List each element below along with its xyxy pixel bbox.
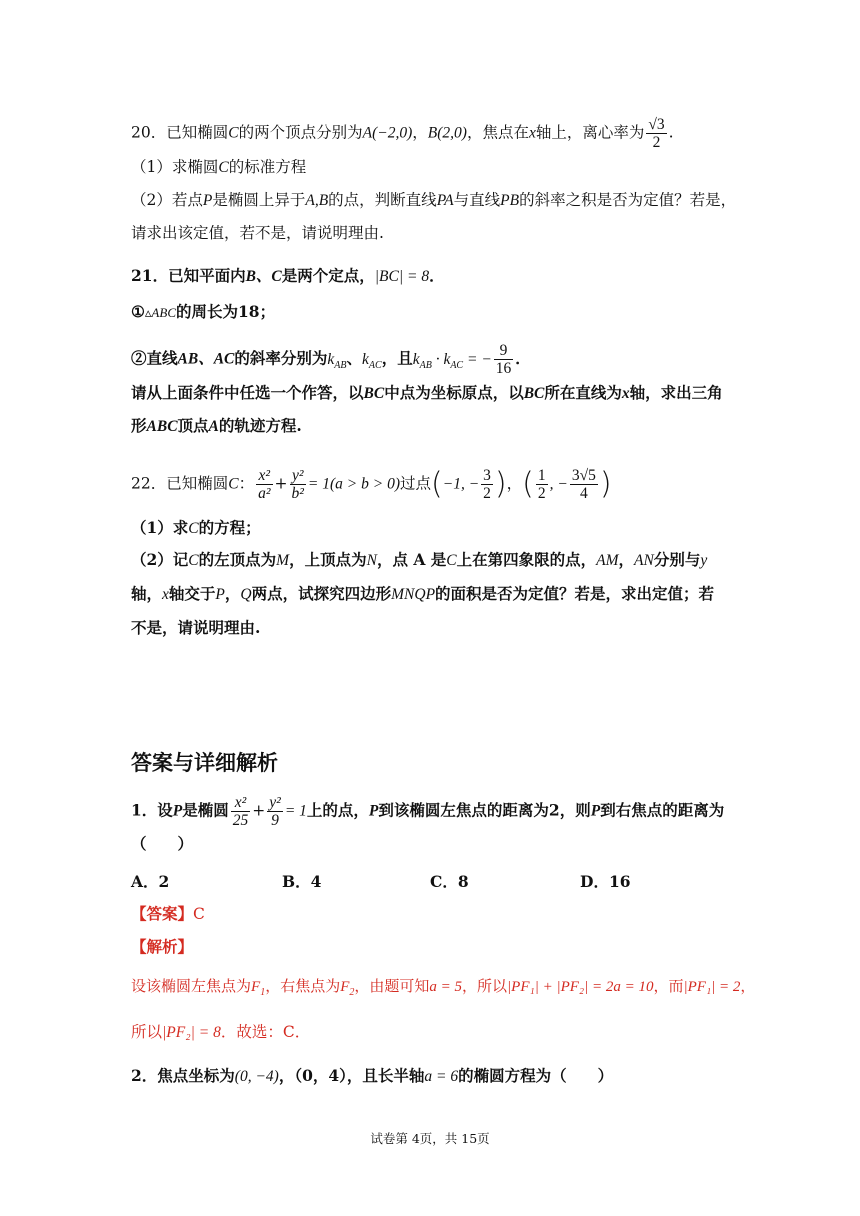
a1-analysis-line1: 设该椭圆左焦点为$F_1$，右焦点为$F_2$，由题可知a = 5，所以|PF₁| + |PF₂| = 2a = 10，而|PF₁| = 2， [131, 977, 756, 998]
q20-stem: 20．已知椭圆C的两个顶点分别为A(−2,0)，B(2,0)，焦点在x轴上，离心率为 $\frac{√3}{2}$ . [131, 116, 674, 151]
a1-analysis-tag: 【解析】 [131, 937, 194, 956]
a1-option-b: B．4 [282, 872, 322, 891]
q21-stem: 21．已知平面内B、C是两个定点，|BC| = 8． [131, 266, 445, 285]
q22-part1: （1）求C的方程； [131, 518, 261, 537]
a1-stem: 1．设P是椭圆 $\frac{\text{x²}}{25}$ + $\frac{\text{y²}}{9}$ = 1上的点，P到该椭圆左焦点的距离为2，则P到右焦点的距离为 [131, 794, 725, 829]
q21-instruction: 请从上面条件中任选一个作答，以BC中点为坐标原点，以BC所在直线为x轴，求出三角 [131, 383, 723, 402]
q20-part2: （2）若点P是椭圆上异于A,B的点，判断直线PA与直线PB的斜率之积是否为定值？若是， [131, 191, 737, 209]
q22-part2-cont: 轴，x轴交于P，Q两点，试探究四边形MNQP的面积是否为定值？若是，求出定值；若 [131, 584, 715, 603]
q21-option1: ①▵ABC的周长为18； [131, 302, 276, 321]
q21-instruction-cont: 形ABC顶点A的轨迹方程. [131, 416, 302, 435]
q22-part2-end: 不是，请说明理由. [131, 618, 261, 637]
q21-option2: ②直线AB、AC的斜率分别为$k_{AB}$、$k_{AC}$，且$k_{AB} \cdot k_{AC}$ = − $\frac{9}{16}$ ． [131, 342, 531, 377]
q21-fraction: $\frac{9}{16}$ [495, 342, 512, 377]
eccentricity-fraction: $\frac{√3}{2}$ [648, 116, 665, 151]
a2-stem: 2．焦点坐标为(0, −4)，（0，4），且长半轴a = 6的椭圆方程为（ ） [131, 1066, 614, 1085]
q22-stem: 22．已知椭圆C： $\frac{\text{x²}}{\text{a²}}$ + $\frac{\text{y²}}{\text{b²}}$ = 1(a > b > 0)过点(−1, − $\frac{3}{2}$ )，( $\frac{1}{2}$ , − $\frac{3√5}{4}$ ) [131, 466, 612, 502]
a1-option-c: C．8 [430, 872, 469, 891]
a1-option-a: A．2 [131, 872, 170, 891]
a1-analysis-line2: 所以|PF₂| = 8．故选：C． [131, 1023, 311, 1041]
a1-paren: （ ） [131, 834, 194, 853]
a1-option-d: D．16 [580, 872, 631, 891]
q20-part2-cont: 请求出该定值，若不是，请说明理由. [131, 224, 384, 242]
page-footer: 试卷第 4页，共 15页 [370, 1131, 490, 1146]
answers-heading: 答案与详细解析 [131, 751, 278, 775]
q20-part1: （1）求椭圆C的标准方程 [131, 158, 307, 176]
q22-part2: （2）记C的左顶点为M，上顶点为N，点 A 是C上在第四象限的点，AM，AN分别与y [131, 550, 708, 569]
a1-answer: 【答案】C [131, 904, 205, 923]
